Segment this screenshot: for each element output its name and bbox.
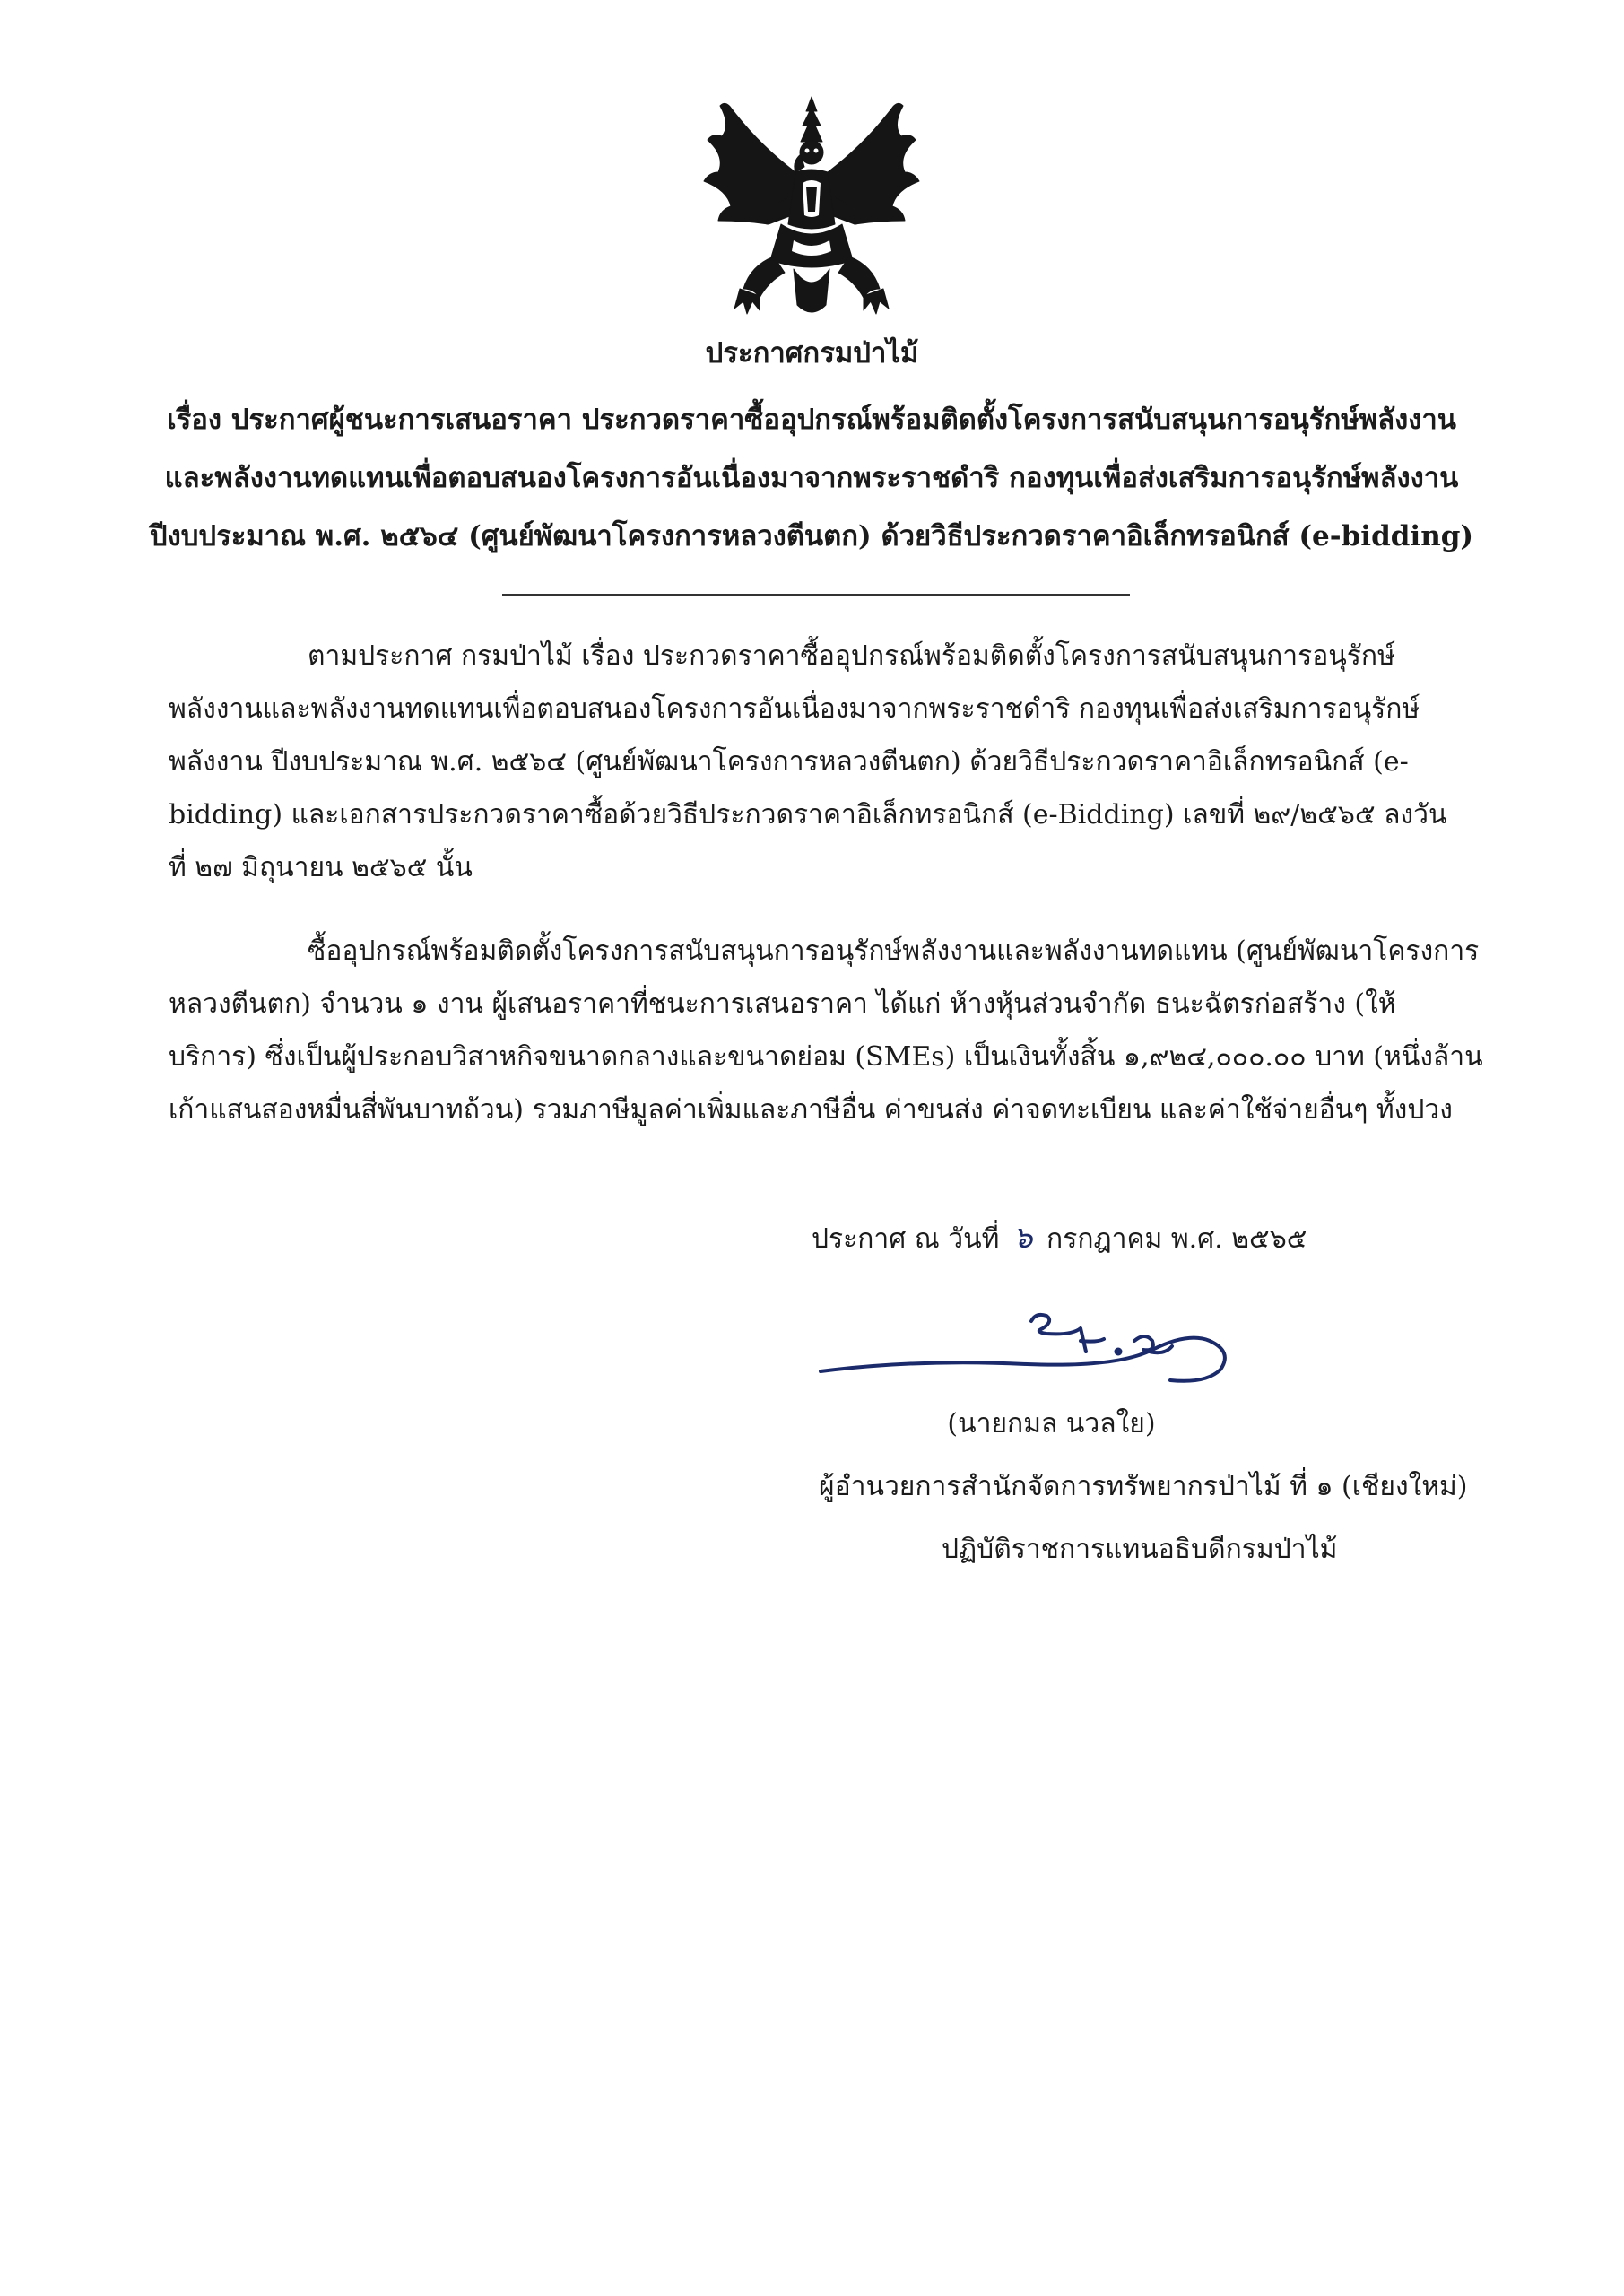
garuda-emblem-icon xyxy=(695,90,928,327)
page-title: ประกาศกรมป่าไม้ xyxy=(705,337,919,370)
signer-acting-on-behalf: ปฏิบัติราชการแทนอธิบดีกรมป่าไม้ xyxy=(942,1534,1338,1565)
subject-line: เรื่อง ประกาศผู้ชนะการเสนอราคา ประกวดราคาซื้ออุปกรณ์พร้อมติดตั้งโครงการสนับสนุนการอนุรักษ์พลังงาน xyxy=(166,404,1456,436)
signer-position: ผู้อำนวยการสำนักจัดการทรัพยากรป่าไม้ ที่ ๑ (เชียงใหม่) xyxy=(819,1471,1468,1502)
subject-line: และพลังงานทดแทนเพื่อตอบสนองโครงการอันเนื่องมาจากพระราชดำริ กองทุนเพื่อส่งเสริมการอนุรักษ์พลังงาน xyxy=(164,462,1459,494)
date-suffix: กรกฎาคม พ.ศ. ๒๕๖๕ xyxy=(1046,1223,1307,1255)
date-day-handwritten: ๖ xyxy=(1012,1221,1033,1255)
subject-line: ปีงบประมาณ พ.ศ. ๒๕๖๔ (ศูนย์พัฒนาโครงการหลวงตีนตก) ด้วยวิธีประกวดราคาอิเล็กทรอนิกส์ (e-bidding) xyxy=(149,520,1474,552)
divider xyxy=(502,594,1130,596)
date-prefix: ประกาศ ณ วันที่ xyxy=(812,1223,1000,1255)
paragraph-line: พลังงาน ปีงบประมาณ พ.ศ. ๒๕๖๔ (ศูนย์พัฒนาโครงการหลวงตีนตก) ด้วยวิธีประกวดราคาอิเล็กทรอนิกส์ (e- xyxy=(169,746,1409,778)
paragraph-line: พลังงานและพลังงานทดแทนเพื่อตอบสนองโครงการอันเนื่องมาจากพระราชดำริ กองทุนเพื่อส่งเสริมการอนุรักษ์ xyxy=(169,693,1420,725)
paragraph-line: ซื้ออุปกรณ์พร้อมติดตั้งโครงการสนับสนุนการอนุรักษ์พลังงานและพลังงานทดแทน (ศูนย์พัฒนาโครงการ xyxy=(308,935,1480,967)
paragraph-line: บริการ) ซึ่งเป็นผู้ประกอบวิสาหกิจขนาดกลางและขนาดย่อม (SMEs) เป็นเงินทั้งสิ้น ๑,๙๒๔,๐๐๐.๐๐ บาท (หนึ่งล้าน xyxy=(169,1041,1483,1073)
paragraph-reference xyxy=(169,630,1460,894)
paragraph-line: bidding) และเอกสารประกวดราคาซื้อด้วยวิธีประกวดราคาอิเล็กทรอนิกส์ (e-Bidding) เลขที่ ๒๙/๒๕๖๕ ลงวัน xyxy=(169,799,1447,831)
paragraph-line: หลวงตีนตก) จำนวน ๑ งาน ผู้เสนอราคาที่ชนะการเสนอราคา ได้แก่ ห้างหุ้นส่วนจำกัด ธนะฉัตรก่อสร้าง (ให้ xyxy=(169,988,1396,1020)
announcement-date xyxy=(812,1218,1307,1259)
signature-image xyxy=(812,1305,1287,1404)
signer-name-block xyxy=(0,1405,1624,1444)
paragraph-award xyxy=(169,925,1483,1136)
signer-name: (นายกมล นวลใย) xyxy=(947,1408,1156,1439)
paragraph-line: ที่ ๒๗ มิถุนายน ๒๕๖๕ นั้น xyxy=(169,852,473,883)
subject-heading xyxy=(135,391,1489,566)
paragraph-line: ตามประกาศ กรมป่าไม้ เรื่อง ประกวดราคาซื้ออุปกรณ์พร้อมติดตั้งโครงการสนับสนุนการอนุรักษ์ xyxy=(308,640,1395,672)
paragraph-line: เก้าแสนสองหมื่นสี่พันบาทถ้วน) รวมภาษีมูลค่าเพิ่มและภาษีอื่น ค่าขนส่ง ค่าจดทะเบียน และค่าใช้จ่ายอื่นๆ ทั้งปวง xyxy=(169,1094,1453,1126)
